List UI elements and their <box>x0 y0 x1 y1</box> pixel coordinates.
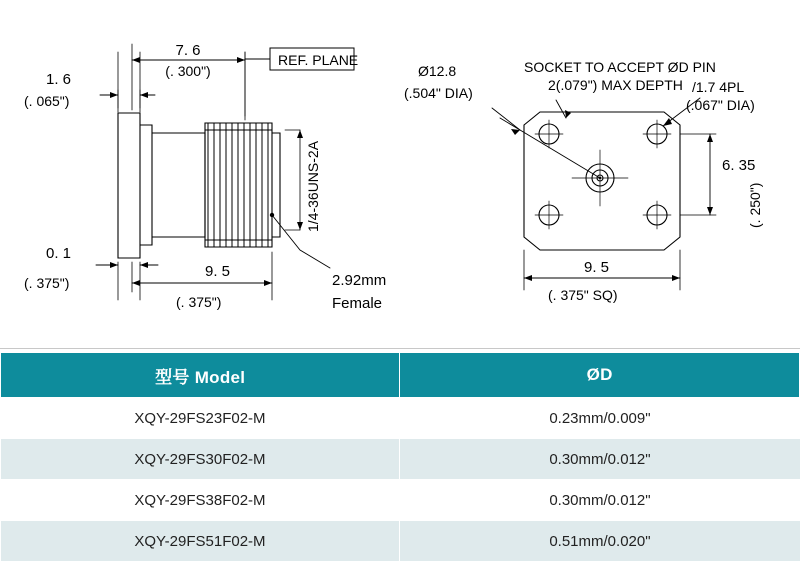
model-table-wrap <box>0 352 800 562</box>
table-row <box>1 398 800 439</box>
model-table <box>0 352 800 562</box>
cell-od: 0.30mm/0.012" <box>400 480 800 521</box>
dim-hole-1-7-value: /1.7 4PL <box>692 79 745 95</box>
dim-line-6-35 <box>680 134 716 215</box>
flange-square-outline <box>524 112 680 250</box>
cell-model: XQY-29FS51F02-M <box>1 521 400 562</box>
cell-od: 0.51mm/0.020" <box>400 521 800 562</box>
dim-9-5-sq-alt: (. 375" SQ) <box>548 287 618 303</box>
connector-type-line1: 2.92mm <box>332 272 387 289</box>
dim-9-5-alt: (. 375") <box>176 294 222 310</box>
table-header-row <box>1 353 800 398</box>
dim-9-5-value: 9. 5 <box>205 263 231 280</box>
dim-diameter-12-8-value: Ø12.8 <box>418 63 457 79</box>
flange-profile <box>118 113 140 258</box>
socket-note-line2: 2(.079") MAX DEPTH <box>548 77 683 93</box>
cell-model: XQY-29FS38F02-M <box>1 480 400 521</box>
dim-0-1-alt: (. 375") <box>24 275 70 291</box>
col-header-model: 型号 Model <box>1 353 400 398</box>
cell-od: 0.30mm/0.012" <box>400 439 800 480</box>
leader-socket-note <box>556 100 571 118</box>
dim-1-6-value: 1. 6 <box>46 71 72 88</box>
dim-7-6-value: 7. 6 <box>175 42 201 59</box>
dim-6-35-value: 6. 35 <box>722 157 756 174</box>
dim-line-9-5-left <box>132 262 272 292</box>
dim-9-5-sq-value: 9. 5 <box>584 259 610 276</box>
table-row <box>1 439 800 480</box>
dim-1-6-alt: (. 065") <box>24 93 70 109</box>
table-row <box>1 480 800 521</box>
thread-label: 1/4-36UNS-2A <box>305 140 321 232</box>
flange-step <box>140 125 152 245</box>
cell-od: 0.23mm/0.009" <box>400 398 800 439</box>
thread-teeth <box>205 123 272 247</box>
dim-line-0-1 <box>96 262 158 268</box>
dim-7-6-alt: (. 300") <box>165 63 211 79</box>
section-divider <box>0 348 800 349</box>
cell-model: XQY-29FS23F02-M <box>1 398 400 439</box>
dim-diameter-12-8-alt: (.504" DIA) <box>404 85 473 101</box>
dim-line-1-6 <box>100 90 155 112</box>
dim-6-35-alt: (. 250") <box>747 182 763 228</box>
dim-hole-1-7-alt: (.067" DIA) <box>686 97 755 113</box>
thread-callout-leader <box>285 130 303 230</box>
table-row <box>1 521 800 562</box>
body-barrel <box>152 133 205 237</box>
socket-note-line1: SOCKET TO ACCEPT ØD PIN <box>524 59 716 75</box>
ref-plane-label: REF. PLANE <box>278 52 359 68</box>
dim-0-1-value: 0. 1 <box>46 245 72 262</box>
mounting-holes <box>535 120 671 229</box>
coupling-face <box>272 133 280 237</box>
cell-model: XQY-29FS30F02-M <box>1 439 400 480</box>
connector-type-line2: Female <box>332 295 383 312</box>
col-header-od: ØD <box>400 353 800 398</box>
extension-lines <box>118 44 272 300</box>
